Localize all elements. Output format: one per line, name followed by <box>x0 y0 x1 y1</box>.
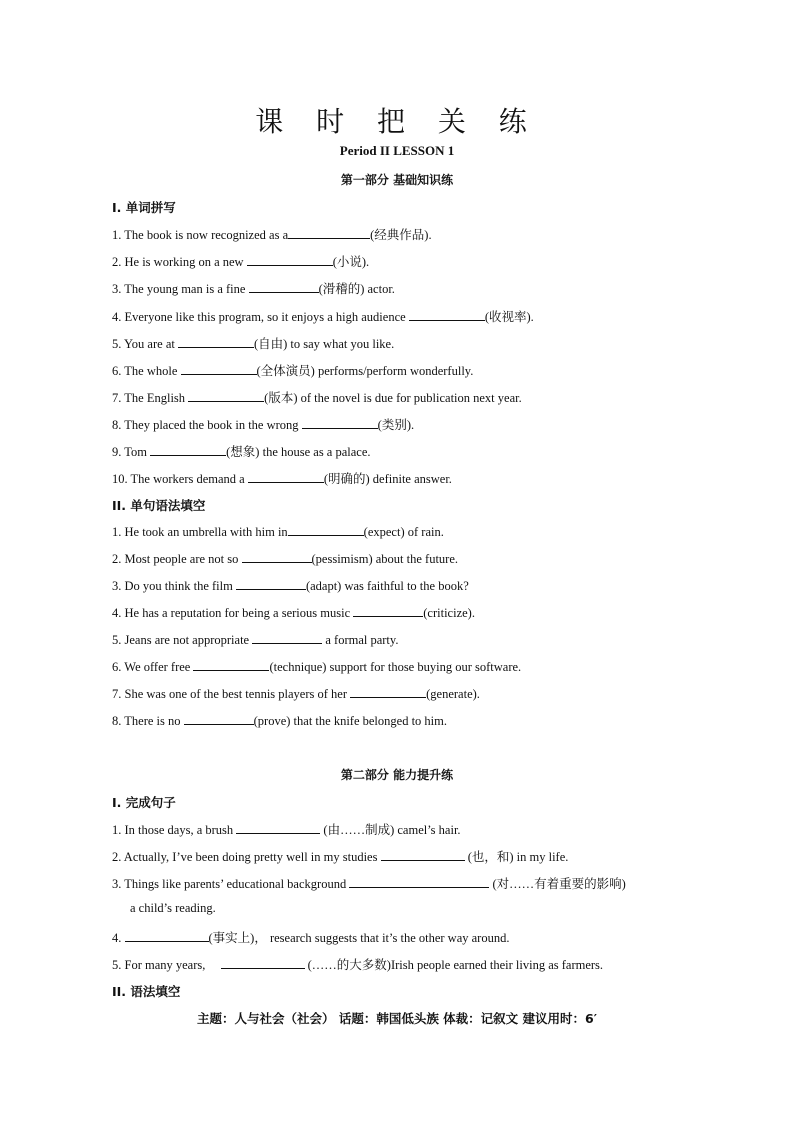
vocab-item-10: 10. The workers demand a (明确的) definite answer. <box>112 472 452 486</box>
lesson-subtitle: Period II LESSON 1 <box>339 143 455 158</box>
sentence-item-1: 1. In those days, a brush (由……制成) camel’s hair. <box>112 823 461 837</box>
answer-blank[interactable] <box>248 470 324 483</box>
grammar-item-3: 3. Do you think the film (adapt) was faithful to the book? <box>112 579 469 593</box>
grammar-item-5: 5. Jeans are not appropriate a formal party. <box>112 633 399 647</box>
answer-blank[interactable] <box>288 523 364 536</box>
answer-blank[interactable] <box>247 253 333 266</box>
part2-section1-heading: I. 完成句子 <box>112 795 176 810</box>
vocab-item-5: 5. You are at (自由) to say what you like. <box>112 337 395 351</box>
answer-blank[interactable] <box>150 443 226 456</box>
vocab-item-9: 9. Tom (想象) the house as a palace. <box>112 445 371 459</box>
answer-blank[interactable] <box>242 550 312 563</box>
answer-blank[interactable] <box>188 389 264 402</box>
sentence-item-2: 2. Actually, I’ve been doing pretty well in my studies (也，和) in my life. <box>112 850 569 864</box>
answer-blank[interactable] <box>184 712 254 725</box>
page-title: 课 时 把 关 练 <box>255 105 539 138</box>
vocab-item-6: 6. The whole (全体演员) performs/perform wonderfully. <box>112 364 474 378</box>
part1-section1-heading: I. 单词拼写 <box>112 200 176 215</box>
part1-section2-heading: II. 单句语法填空 <box>112 498 206 513</box>
answer-blank[interactable] <box>193 658 269 671</box>
sentence-item-5: 5. For many years, (……的大多数)Irish people earned their living as farmers. <box>112 958 604 972</box>
answer-blank[interactable] <box>381 848 465 861</box>
vocab-item-3: 3. The young man is a fine (滑稽的) actor. <box>112 282 395 296</box>
grammar-item-1: 1. He took an umbrella with him in (expect) of rain. <box>112 525 444 539</box>
grammar-item-7: 7. She was one of the best tennis players of her (generate). <box>112 687 480 701</box>
grammar-item-8: 8. There is no (prove) that the knife belonged to him. <box>112 714 447 728</box>
vocab-item-2: 2. He is working on a new (小说). <box>112 255 370 269</box>
answer-blank[interactable] <box>125 929 209 942</box>
vocab-item-1: 1. The book is now recognized as a (经典作品). <box>112 228 432 242</box>
vocab-item-8: 8. They placed the book in the wrong (类别). <box>112 418 415 432</box>
part2-heading: 第二部分 能力提升练 <box>340 768 454 782</box>
sentence-item-3: 3. Things like parents’ educational background (对……有着重要的影响) <box>112 877 626 891</box>
answer-blank[interactable] <box>288 226 370 239</box>
sentence-item-4: 4. (事实上)， research suggests that it’s the other way around. <box>112 931 510 945</box>
answer-blank[interactable] <box>353 604 423 617</box>
answer-blank[interactable] <box>350 685 426 698</box>
answer-blank[interactable] <box>409 308 485 321</box>
grammar-item-4: 4. He has a reputation for being a serious music (criticize). <box>112 606 475 620</box>
part1-heading: 第一部分 基础知识练 <box>340 173 454 187</box>
vocab-item-7: 7. The English (版本) of the novel is due for publication next year. <box>112 391 522 405</box>
answer-blank[interactable] <box>302 416 378 429</box>
answer-blank[interactable] <box>221 956 305 969</box>
answer-blank[interactable] <box>178 335 254 348</box>
answer-blank[interactable] <box>349 875 489 888</box>
answer-blank[interactable] <box>181 362 257 375</box>
part2-section2-heading: II. 语法填空 <box>112 984 181 999</box>
answer-blank[interactable] <box>236 821 320 834</box>
answer-blank[interactable] <box>249 280 319 293</box>
sentence-item-3-continued: a child’s reading. <box>130 901 216 915</box>
grammar-item-6: 6. We offer free (technique) support for those buying our software. <box>112 660 522 674</box>
grammar-item-2: 2. Most people are not so (pessimism) about the future. <box>112 552 458 566</box>
vocab-item-4: 4. Everyone like this program, so it enjoys a high audience (收视率). <box>112 310 534 324</box>
passage-topic-info: 主题：人与社会（社会） 话题：韩国低头族 体裁：记叙文 建议用时：6′ <box>196 1011 598 1026</box>
answer-blank[interactable] <box>236 577 306 590</box>
answer-blank[interactable] <box>252 631 322 644</box>
